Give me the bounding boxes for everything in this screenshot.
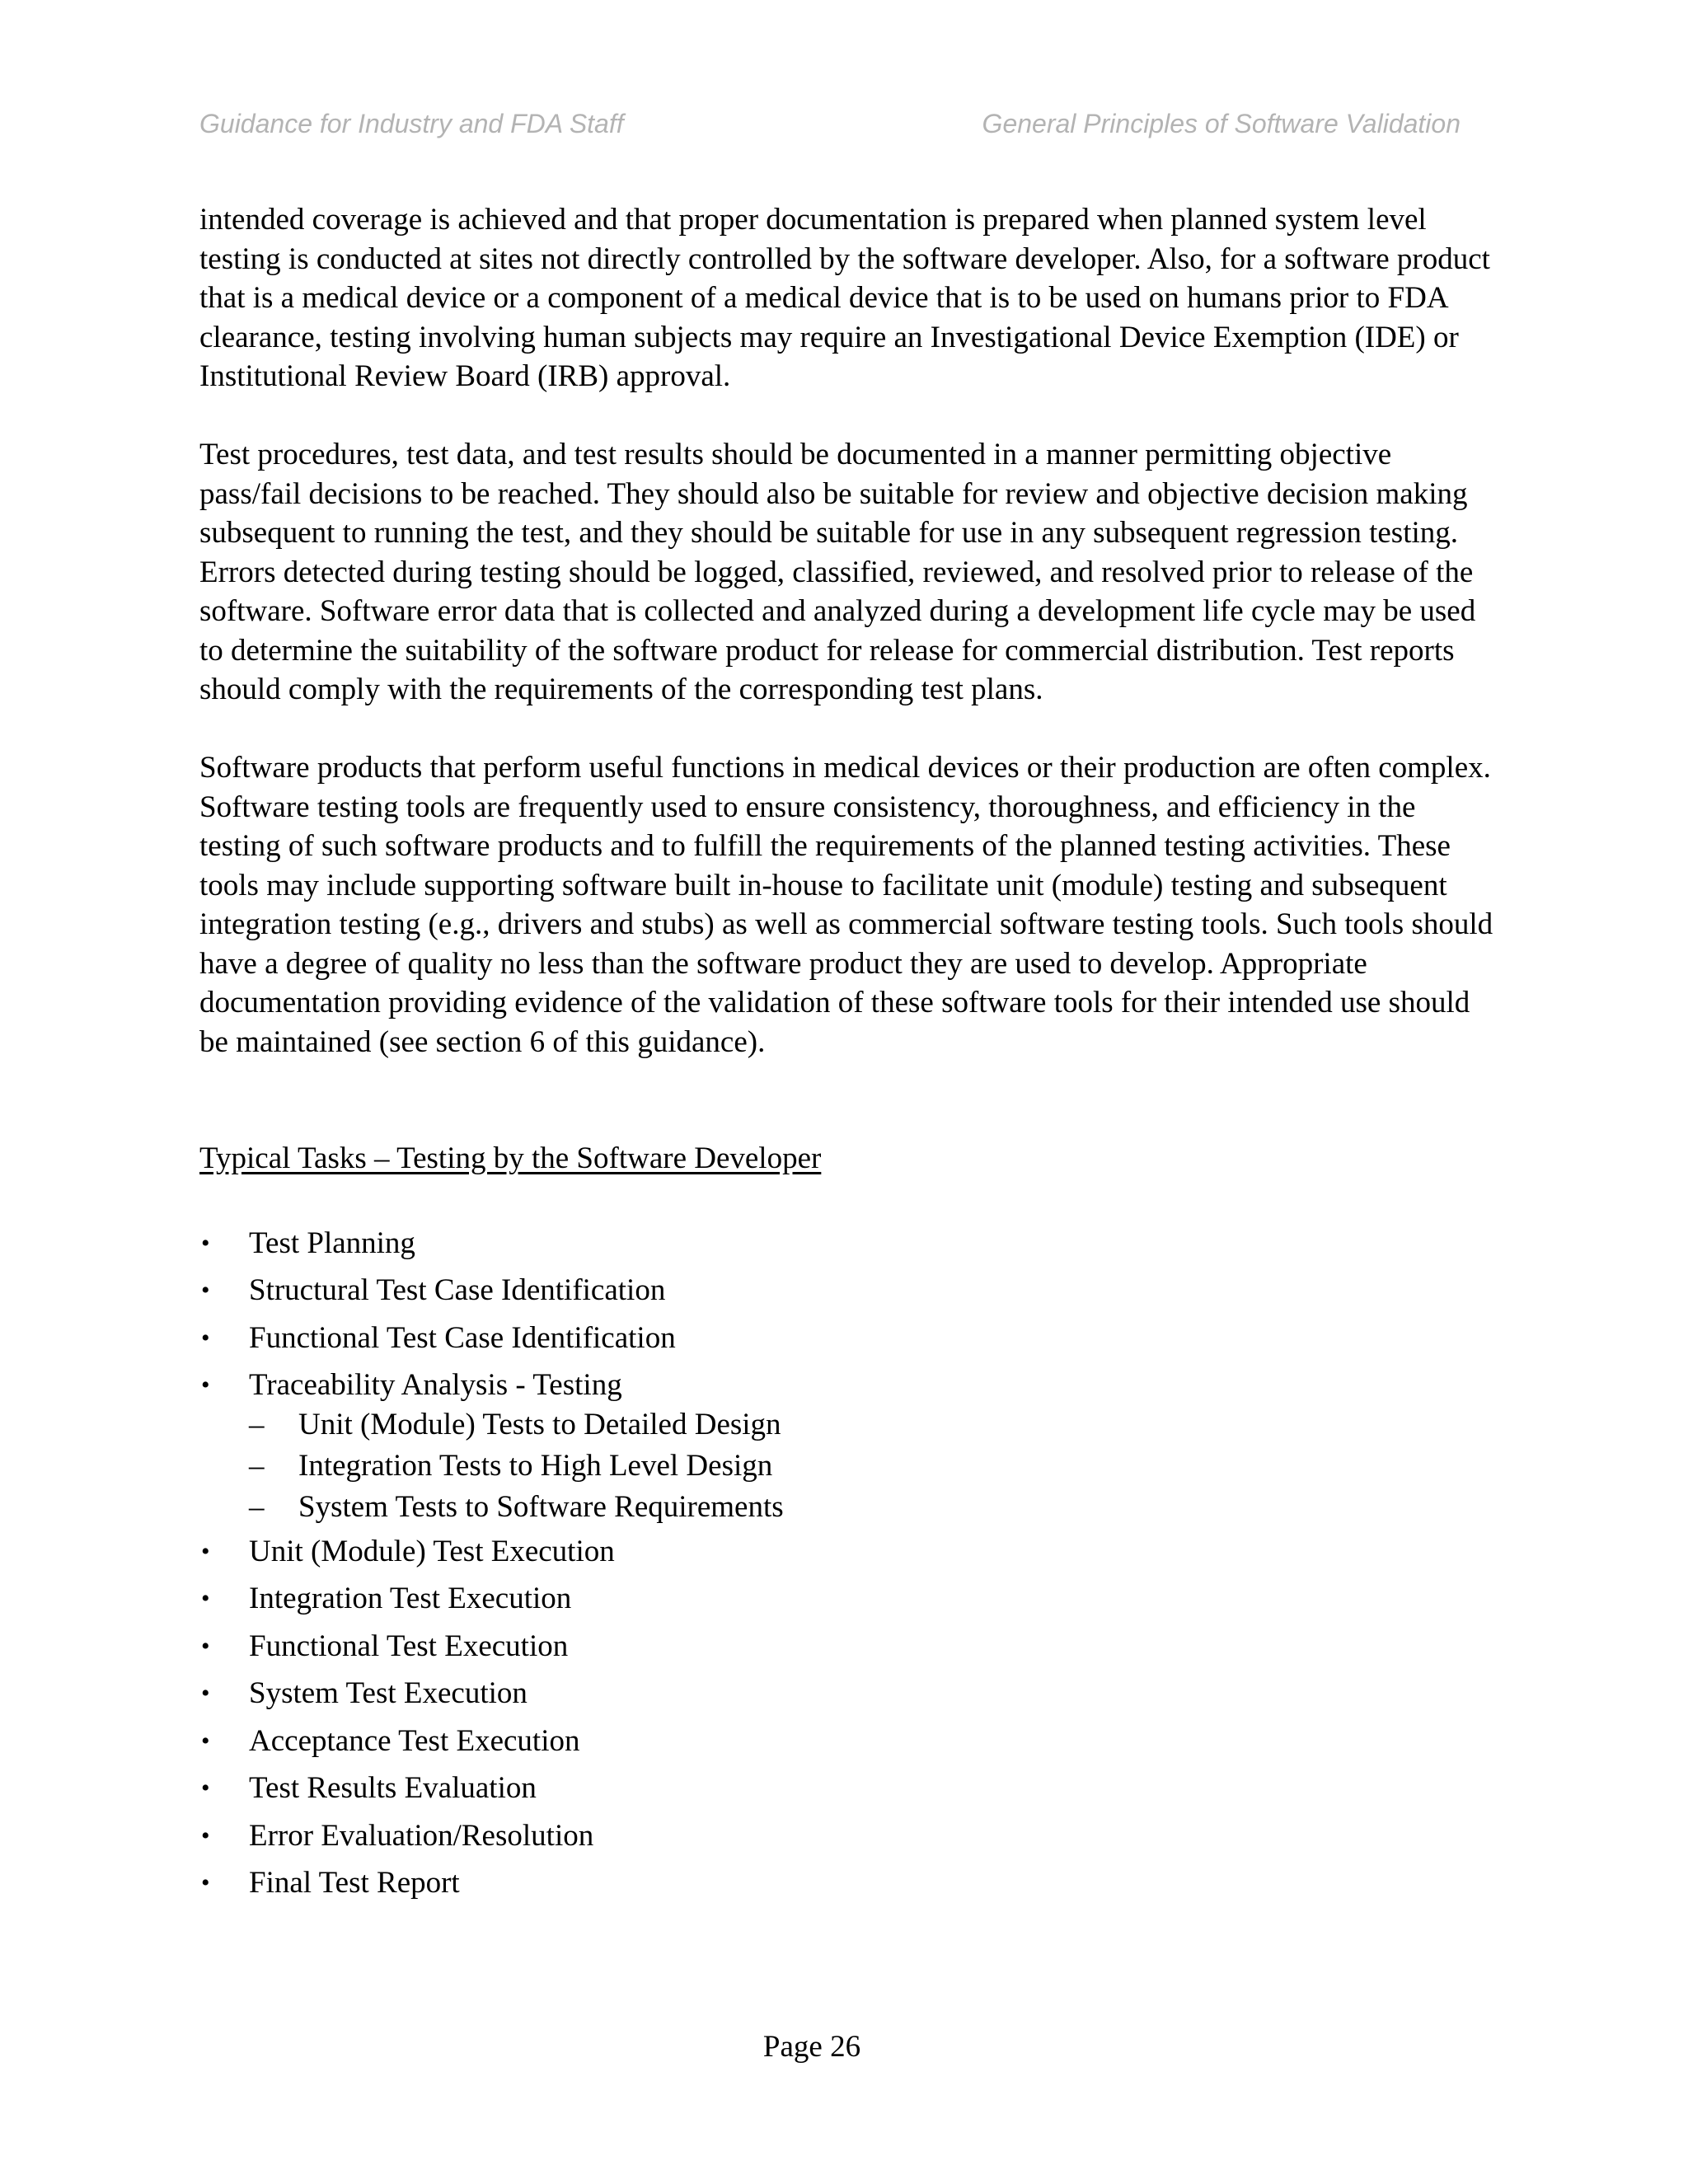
task-label: Functional Test Case Identification: [249, 1320, 676, 1355]
task-label: Acceptance Test Execution: [249, 1723, 580, 1758]
task-label: Test Results Evaluation: [249, 1771, 537, 1805]
subtask-label: Unit (Module) Tests to Detailed Design: [298, 1407, 781, 1441]
header-document-title: Guidance for Industry and FDA Staff: [199, 109, 624, 138]
paragraph-intended-coverage: intended coverage is achieved and that proper documentation is prepared when planned system level testing is conducted at sites not directly controlled by the software developer. Also, for a software product that is a medical device or a component of a medical device that is to be used on humans prior to FDA clearance, testing involving human subjects may require an Investigational Device Exemption (IDE) or Institutional Review Board (IRB) approval.: [199, 203, 1490, 393]
task-item: [199, 1670, 1493, 1718]
task-label: Integration Test Execution: [249, 1582, 572, 1615]
task-item: [199, 1528, 1493, 1576]
traceability-subtasks-list: [249, 1404, 1493, 1528]
subtask-item: [249, 1487, 1493, 1528]
bullet-icon: •: [201, 1869, 210, 1896]
task-label: Test Planning: [249, 1226, 415, 1260]
section-heading-typical-tasks: Typical Tasks – Testing by the Software Developer: [199, 1141, 822, 1175]
task-label: Traceability Analysis - Testing: [249, 1368, 622, 1402]
task-label: Structural Test Case Identification: [249, 1273, 666, 1307]
paragraph-testing-tools: Software products that perform useful functions in medical devices or their production are often complex. Software testing tools are frequently used to ensure consistency, thoroughness, and efficiency in the testing of such software products and to fulfill the requirements of the planned testing activities. These tools may include supporting software built in-house to facilitate unit (module) testing and subsequent integration testing (e.g., drivers and stubs) as well as commercial software testing tools. Such tools should have a degree of quality no less than the software product they are used to develop. Appropriate documentation providing evidence of the validation of these software tools for their intended use should be maintained (see section 6 of this guidance).: [199, 751, 1493, 1059]
bullet-icon: •: [201, 1371, 210, 1399]
bullet-icon: •: [201, 1585, 210, 1612]
task-item: [199, 1859, 1493, 1907]
header-document-subject: General Principles of Software Validation: [982, 109, 1461, 138]
bullet-icon: •: [201, 1727, 210, 1755]
bullet-icon: •: [201, 1537, 210, 1565]
typical-tasks-list: [199, 1220, 1493, 1907]
task-item: [199, 1718, 1493, 1765]
task-item: [199, 1765, 1493, 1812]
subtask-item: [249, 1404, 1493, 1446]
bullet-icon: •: [201, 1277, 210, 1304]
bullet-icon: •: [201, 1774, 210, 1802]
bullet-icon: •: [201, 1632, 210, 1660]
dash-icon: –: [249, 1407, 265, 1441]
page-body: [199, 200, 1493, 1907]
task-label: Error Evaluation/Resolution: [249, 1818, 594, 1853]
task-label: Unit (Module) Test Execution: [249, 1534, 615, 1568]
bullet-icon: •: [201, 1229, 210, 1257]
bullet-icon: •: [201, 1324, 210, 1352]
task-item: [199, 1812, 1493, 1860]
task-item: [199, 1575, 1493, 1623]
task-label: Functional Test Execution: [249, 1629, 569, 1663]
task-item: [199, 1361, 1493, 1528]
paragraph-test-procedures: Test procedures, test data, and test results should be documented in a manner permitting objective pass/fail decisions to be reached. They should also be suitable for review and objective decision making subsequent to running the test, and they should be suitable for use in any subsequent regression testing. Errors detected during testing should be logged, classified, reviewed, and resolved prior to release of the software. Software error data that is collected and analyzed during a development life cycle may be used to determine the suitability of the software product for release for commercial distribution. Test reports should comply with the requirements of the corresponding test plans.: [199, 438, 1476, 706]
subtask-label: Integration Tests to High Level Design: [298, 1448, 773, 1483]
subtask-label: System Tests to Software Requirements: [298, 1489, 784, 1524]
task-item: [199, 1623, 1493, 1671]
task-item: [199, 1267, 1493, 1315]
bullet-icon: •: [201, 1680, 210, 1707]
subtask-item: [249, 1446, 1493, 1487]
running-header: [199, 109, 1461, 145]
bullet-icon: •: [201, 1821, 210, 1849]
dash-icon: –: [249, 1448, 265, 1483]
dash-icon: –: [249, 1489, 265, 1524]
task-label: Final Test Report: [249, 1866, 460, 1900]
task-item: [199, 1315, 1493, 1362]
task-item: [199, 1220, 1493, 1268]
page-number: Page 26: [762, 2030, 861, 2064]
task-label: System Test Execution: [249, 1676, 528, 1710]
